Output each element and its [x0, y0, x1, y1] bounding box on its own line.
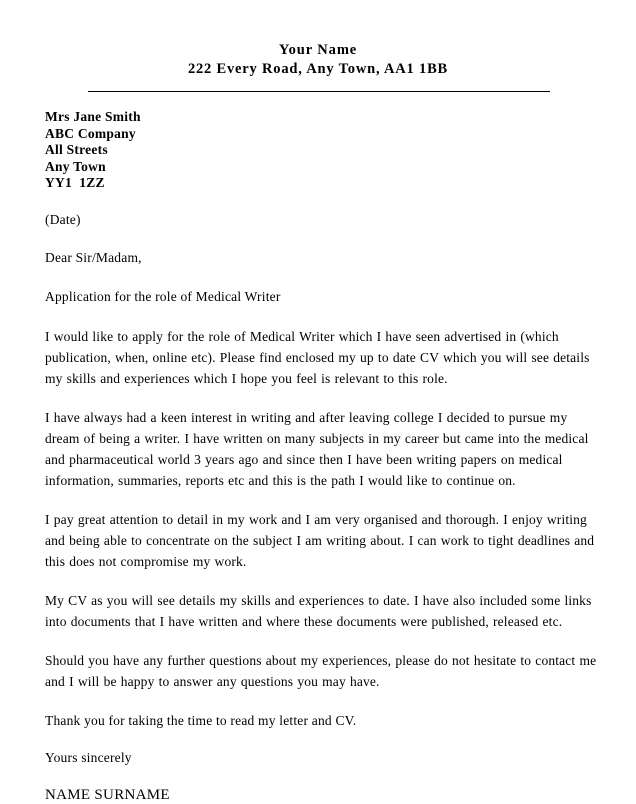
closing-sign-off: Yours sincerely — [45, 749, 132, 765]
body-paragraph: I pay great attention to detail in my work and I am very organised and thorough. I enjoy writing and being able to concentrate on the subject I am writing about. I can work to tight deadlines and this does not compromise my work. — [45, 511, 595, 569]
body-paragraph: Should you have any further questions about my experiences, please do not hesitate to contact me and I will be happy to answer any questions you may have. — [45, 652, 597, 689]
sender-name: Your Name — [278, 42, 358, 58]
recipient-line-4: Any Town — [45, 158, 106, 174]
sender-address: 222 Every Road, Any Town, AA1 1BB — [187, 61, 449, 77]
recipient-address-block — [45, 109, 597, 192]
body-paragraph: My CV as you will see details my skills and experiences to date. I have also included some links into documents that I have written and where these documents were published, released etc. — [45, 592, 592, 629]
recipient-line-2: ABC Company — [45, 125, 136, 141]
signature-name: NAME SURNAME — [45, 786, 170, 803]
recipient-line-3: All Streets — [45, 142, 108, 158]
letterhead — [0, 0, 636, 78]
date-line: (Date) — [45, 211, 81, 227]
letter-body — [0, 92, 636, 804]
recipient-line-1: Mrs Jane Smith — [45, 109, 141, 124]
recipient-line-5: YY1 1ZZ — [45, 175, 105, 191]
body-paragraph: I have always had a keen interest in writing and after leaving college I decided to pursue my dream of being a writer. I have written on many subjects in my career but came into the medical and pharmaceutical world 3 years ago and since then I have been writing papers on medical information, summaries, reports etc and this is the path I would like to continue on. — [45, 409, 589, 488]
closing-thanks: Thank you for taking the time to read my letter and CV. — [45, 712, 357, 728]
subject-line: Application for the role of Medical Writer — [45, 288, 281, 304]
salutation: Dear Sir/Madam, — [45, 249, 142, 265]
body-paragraph: I would like to apply for the role of Medical Writer which I have seen advertised in (which publication, when, online etc). Please find enclosed my up to date CV which you will see details my skills and experiences which I hope you feel is relevant to this role. — [45, 328, 590, 386]
